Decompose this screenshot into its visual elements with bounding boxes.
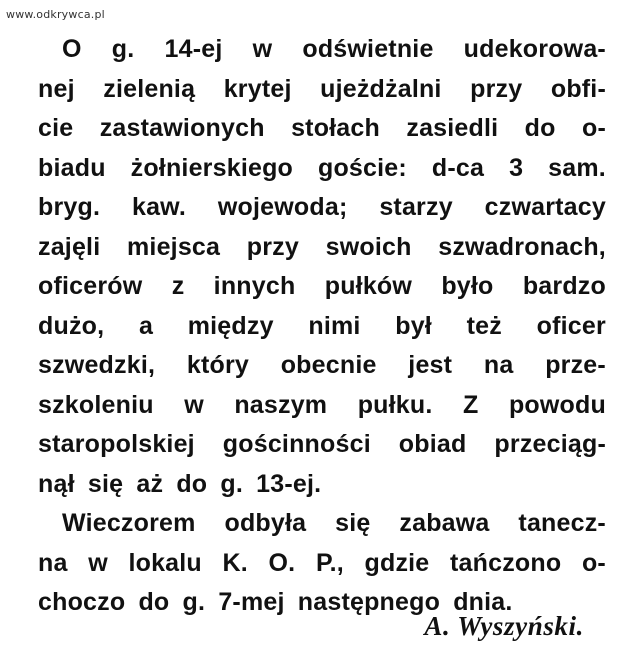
word: krytej: [223, 74, 292, 103]
word: w: [184, 390, 204, 419]
word: odświetnie: [302, 35, 434, 63]
word: swoich: [325, 232, 412, 261]
word: odbyła: [224, 509, 307, 537]
paragraph-1: [38, 30, 606, 504]
word: był: [395, 311, 432, 340]
article-body: [38, 30, 606, 623]
text-line: [38, 188, 606, 228]
word: prze-: [545, 351, 606, 379]
word: jest: [408, 351, 453, 379]
word: O: [62, 35, 82, 63]
paragraph-2: [38, 504, 606, 623]
word: stołach: [291, 114, 380, 142]
word: na: [38, 548, 68, 577]
word: zastawionych: [99, 114, 265, 142]
word: staropolskiej: [38, 430, 195, 458]
word: oficerów: [38, 272, 143, 300]
word: ujeżdżalni: [320, 74, 442, 103]
word: O.: [268, 548, 296, 577]
text-line: [38, 386, 606, 426]
text-line: [38, 109, 606, 149]
word: innych: [213, 272, 296, 300]
word: szwedzki,: [38, 351, 156, 379]
word: dużo,: [38, 311, 105, 340]
word: szwadronach,: [438, 232, 606, 261]
text-line: [38, 228, 606, 268]
word: d-ca: [431, 153, 485, 182]
text-line: [38, 425, 606, 465]
word: zajęli: [38, 232, 101, 261]
text-line: choczo do g. 7-mej następnego dnia.: [38, 588, 513, 616]
word: powodu: [508, 390, 606, 419]
word: obiad: [398, 430, 467, 458]
word: tanecz-: [518, 509, 606, 537]
text-line: [38, 544, 606, 584]
watermark: www.odkrywca.pl: [6, 8, 105, 21]
word: kaw.: [131, 193, 187, 221]
word: miejsca: [127, 232, 221, 261]
text-line: [38, 30, 606, 70]
word: cie: [38, 114, 74, 142]
word: w: [88, 548, 108, 577]
word: o-: [582, 114, 606, 142]
text-line: [38, 346, 606, 386]
word: a: [138, 311, 154, 340]
word: sam.: [548, 153, 606, 182]
word: na: [483, 351, 514, 379]
word: bryg.: [38, 193, 101, 221]
word: który: [186, 351, 249, 379]
word: biadu: [38, 153, 106, 182]
word: Wieczorem: [62, 509, 196, 537]
word: czwartacy: [484, 193, 606, 221]
word: pułku.: [357, 390, 433, 419]
word: obecnie: [280, 351, 377, 379]
word: z: [171, 272, 185, 300]
word: tańczono: [450, 548, 562, 577]
word: bardzo: [522, 272, 606, 300]
word: nej: [38, 74, 75, 103]
word: starzy: [379, 193, 453, 221]
text-line: [38, 70, 606, 110]
word: między: [187, 311, 274, 340]
word: g.: [111, 35, 135, 63]
word: obfi-: [550, 74, 606, 103]
word: goście:: [317, 153, 407, 182]
text-line: [38, 149, 606, 189]
word: wojewoda;: [217, 193, 348, 221]
word: lokalu: [128, 548, 202, 577]
word: w: [252, 35, 273, 63]
word: Z: [462, 390, 479, 419]
word: pułków: [324, 272, 413, 300]
word: P.,: [315, 548, 344, 577]
word: 14-ej: [164, 35, 223, 63]
word: o-: [581, 548, 606, 577]
word: gościnności: [222, 430, 371, 458]
word: żołnierskiego: [130, 153, 294, 182]
word: naszym: [234, 390, 328, 419]
word: nimi: [308, 311, 361, 340]
word: zasiedli: [406, 114, 499, 142]
word: przy: [470, 74, 523, 103]
word: przy: [246, 232, 299, 261]
text-line: [38, 307, 606, 347]
word: zielenią: [103, 74, 196, 103]
word: 3: [509, 153, 524, 182]
word: gdzie: [364, 548, 430, 577]
text-line: [38, 267, 606, 307]
word: też: [466, 311, 502, 340]
word: K.: [222, 548, 248, 577]
word: było: [441, 272, 494, 300]
word: szkoleniu: [38, 390, 154, 419]
word: zabawa: [399, 509, 490, 537]
signature: A. Wyszyński.: [424, 611, 584, 641]
text-line: [38, 504, 606, 544]
word: do: [524, 114, 556, 142]
word: się: [335, 509, 371, 537]
word: udekorowa-: [463, 35, 606, 63]
text-line: nął się aż do g. 13-ej.: [38, 469, 322, 498]
word: przeciąg-: [494, 430, 606, 458]
word: oficer: [536, 311, 606, 340]
